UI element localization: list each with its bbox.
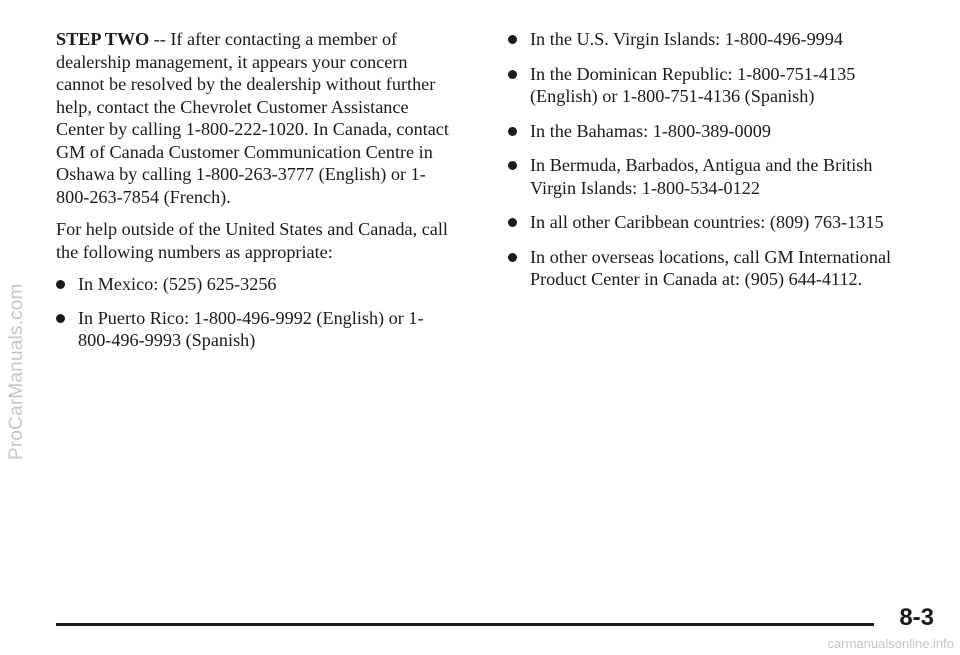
- side-watermark: ProCarManuals.com: [6, 283, 27, 460]
- list-item-text: In all other Caribbean countries: (809) 763-1315: [530, 212, 884, 232]
- right-bullet-list: [508, 28, 918, 291]
- bullet-icon: [508, 253, 517, 262]
- list-item-text: In the U.S. Virgin Islands: 1-800-496-9994: [530, 29, 843, 49]
- left-bullet-list: [56, 273, 451, 352]
- list-item-text: In the Dominican Republic: 1-800-751-4135 (English) or 1-800-751-4136 (Spanish): [530, 63, 856, 106]
- list-item: [508, 154, 918, 199]
- list-item: [508, 28, 918, 51]
- bullet-icon: [508, 218, 517, 227]
- bullet-icon: [508, 35, 517, 44]
- bullet-icon: [508, 70, 517, 79]
- list-item: [508, 211, 918, 234]
- list-item-text: In Mexico: (525) 625-3256: [78, 274, 277, 294]
- bullet-icon: [56, 280, 65, 289]
- list-item: [508, 120, 918, 143]
- step-two-text: -- If after contacting a member of dealership management, it appears your concern cannot be resolved by the dealership without further help, contact the Chevrolet Customer Assistance Center by calling 1-800-222-1020. In Canada, contact GM of Canada Customer Communication Centre in Oshawa by calling 1-800-263-3777 (English) or 1-800-263-7854 (French).: [56, 29, 449, 207]
- step-two-paragraph: [56, 28, 451, 208]
- list-item-text: In other overseas locations, call GM International Product Center in Canada at: (905) 644-4112.: [530, 246, 892, 289]
- right-column: [508, 28, 918, 303]
- list-item-text: In the Bahamas: 1-800-389-0009: [530, 120, 771, 141]
- page-number: 8-3: [899, 604, 934, 631]
- list-item-text: In Puerto Rico: 1-800-496-9992 (English) or 1-800-496-9993 (Spanish): [78, 307, 424, 350]
- bullet-icon: [508, 161, 517, 170]
- list-item-text: In Bermuda, Barbados, Antigua and the British Virgin Islands: 1-800-534-0122: [530, 155, 873, 198]
- list-item: [56, 307, 451, 352]
- bullet-icon: [508, 127, 517, 136]
- bullet-icon: [56, 314, 65, 323]
- step-two-heading: STEP TWO: [56, 29, 150, 49]
- list-item: [508, 63, 918, 108]
- footer-watermark: carmanualsonline.info: [827, 636, 954, 651]
- list-item: [508, 246, 918, 291]
- international-intro: For help outside of the United States and Canada, call the following numbers as appropriate:: [56, 219, 448, 262]
- left-column: [56, 28, 451, 363]
- list-item: [56, 273, 451, 296]
- footer-rule: [56, 623, 874, 626]
